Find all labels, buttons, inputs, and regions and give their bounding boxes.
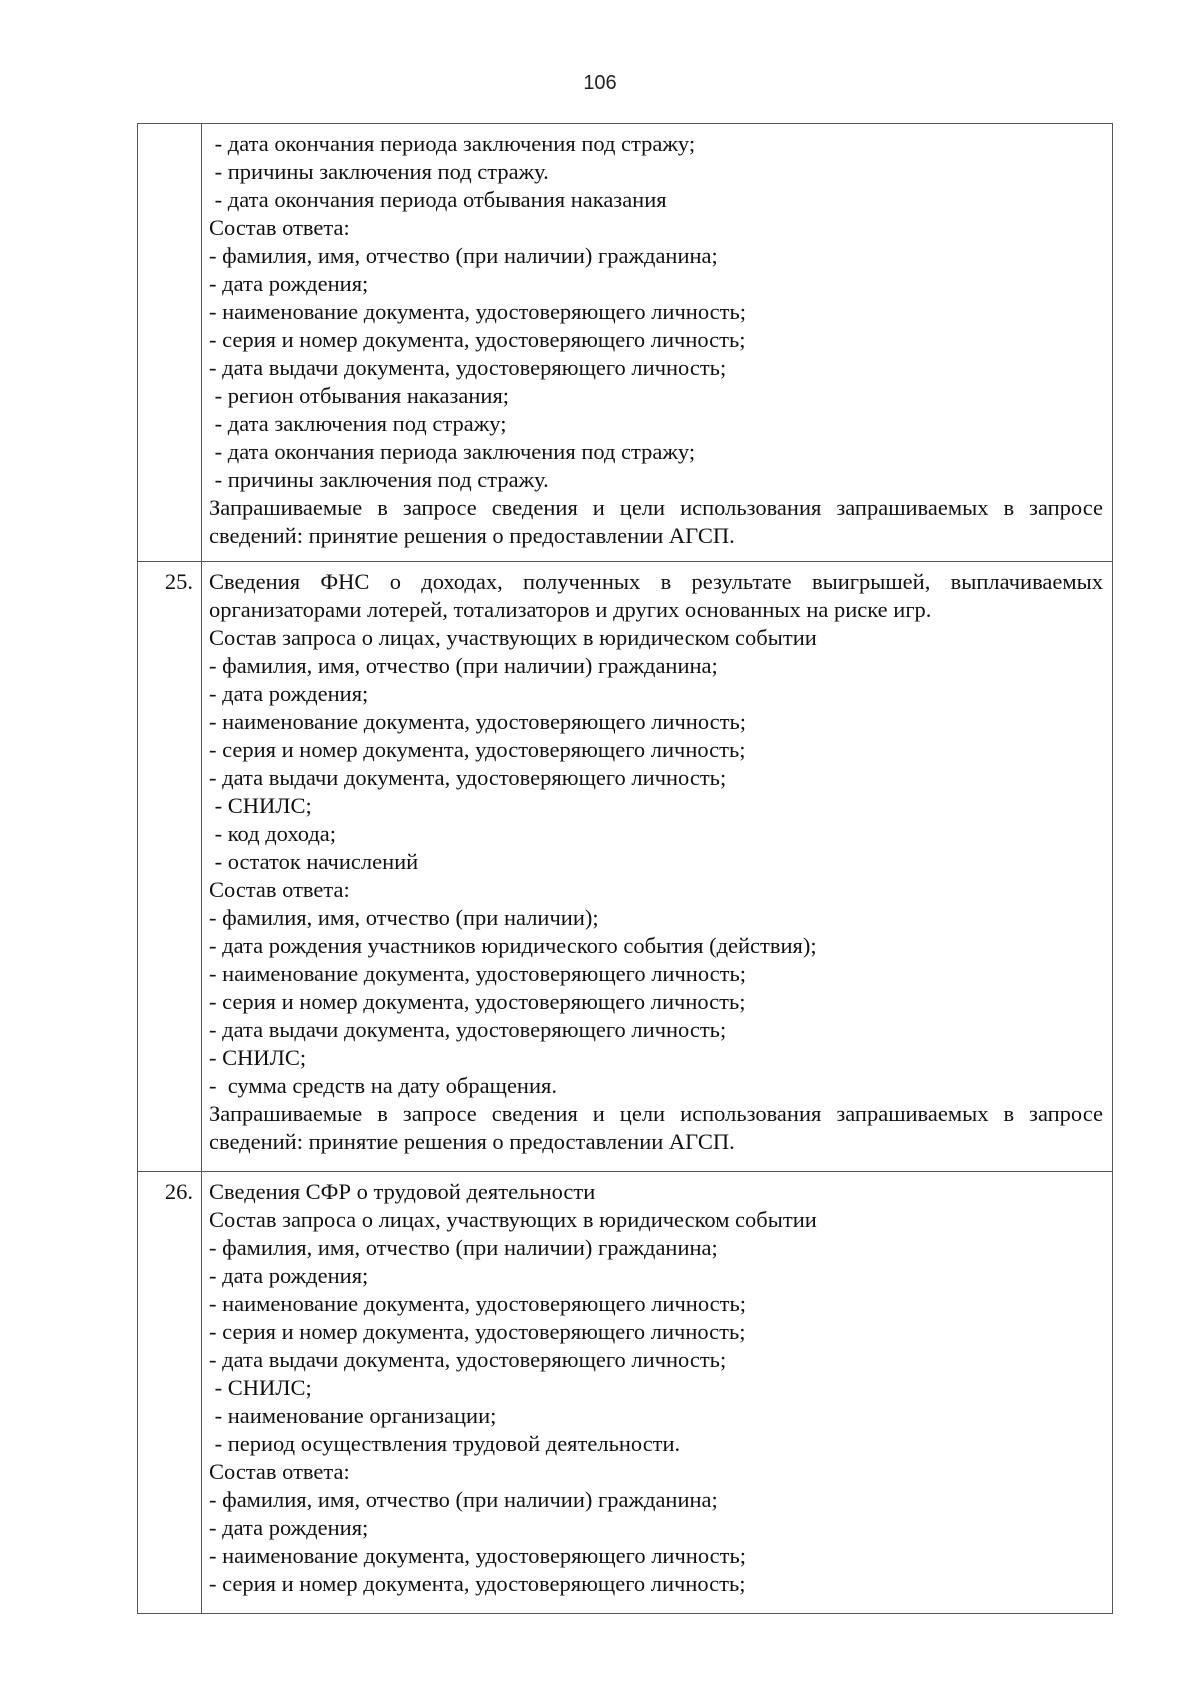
text-line: - наименование документа, удостоверяющего личность;	[209, 1291, 746, 1316]
text-line: - серия и номер документа, удостоверяющего личность;	[209, 737, 746, 762]
text-line: - серия и номер документа, удостоверяющего личность;	[209, 1319, 746, 1344]
text-line: - наименование документа, удостоверяющего личность;	[209, 961, 746, 986]
text-line: - наименование документа, удостоверяющего личность;	[209, 299, 746, 324]
text-line: - дата рождения;	[209, 1515, 369, 1540]
text-line: - фамилия, имя, отчество (при наличии) гражданина;	[209, 653, 718, 678]
text-line: - период осуществления трудовой деятельности.	[209, 1431, 681, 1456]
text-line: - причины заключения под стражу.	[209, 159, 549, 184]
text-line: - дата окончания периода заключения под стражу;	[209, 131, 696, 156]
text-line: Запрашиваемые в запросе сведения и цели использования запрашиваемых в запросе	[209, 495, 1103, 520]
table-row	[138, 562, 1113, 1172]
text-line: Состав ответа:	[209, 215, 350, 240]
row-content	[202, 562, 1113, 1172]
text-line: - фамилия, имя, отчество (при наличии) гражданина;	[209, 1235, 718, 1260]
text-line: - СНИЛС;	[209, 1375, 312, 1400]
text-line: - дата рождения;	[209, 271, 369, 296]
row-number: 26.	[138, 1172, 202, 1614]
text-line: - дата выдачи документа, удостоверяющего личность;	[209, 765, 727, 790]
text-line: - регион отбывания наказания;	[209, 383, 510, 408]
text-line: - наименование документа, удостоверяющего личность;	[209, 709, 746, 734]
text-line: - причины заключения под стражу.	[209, 467, 549, 492]
text-line: - серия и номер документа, удостоверяющего личность;	[209, 327, 746, 352]
text-line: Сведения ФНС о доходах, полученных в результате выигрышей, выплачиваемых	[209, 569, 1103, 594]
text-line: Запрашиваемые в запросе сведения и цели использования запрашиваемых в запросе	[209, 1101, 1103, 1126]
row-content	[202, 124, 1113, 562]
requirements-table	[137, 123, 1113, 1614]
row-content	[202, 1172, 1113, 1614]
text-line: - дата рождения;	[209, 681, 369, 706]
text-line: - дата заключения под стражу;	[209, 411, 507, 436]
text-line: - дата окончания периода отбывания наказания	[209, 187, 667, 212]
text-line: - дата окончания периода заключения под стражу;	[209, 439, 696, 464]
text-line: - остаток начислений	[209, 849, 419, 874]
text-line: - наименование документа, удостоверяющего личность;	[209, 1543, 746, 1568]
row-number: 25.	[138, 562, 202, 1172]
text-line: - серия и номер документа, удостоверяющего личность;	[209, 1571, 746, 1596]
page-number: 106	[583, 72, 617, 94]
text-line: сведений: принятие решения о предоставлении АГСП.	[209, 523, 735, 548]
text-line: - СНИЛС;	[209, 793, 312, 818]
text-line: - дата выдачи документа, удостоверяющего личность;	[209, 1347, 727, 1372]
text-line: - сумма средств на дату обращения.	[209, 1073, 557, 1098]
text-line: организаторами лотерей, тотализаторов и других основанных на риске игр.	[209, 597, 932, 622]
text-line: - наименование организации;	[209, 1403, 497, 1428]
text-line: - фамилия, имя, отчество (при наличии);	[209, 905, 599, 930]
text-line: Состав запроса о лицах, участвующих в юридическом событии	[209, 625, 817, 650]
text-line: - фамилия, имя, отчество (при наличии) гражданина;	[209, 243, 718, 268]
text-line: - дата рождения участников юридического события (действия);	[209, 933, 817, 958]
table-row	[138, 1172, 1113, 1614]
text-line: Состав ответа:	[209, 877, 350, 902]
text-line: - код дохода;	[209, 821, 337, 846]
text-line: Состав запроса о лицах, участвующих в юридическом событии	[209, 1207, 817, 1232]
text-line: - дата выдачи документа, удостоверяющего личность;	[209, 1017, 727, 1042]
text-line: - фамилия, имя, отчество (при наличии) гражданина;	[209, 1487, 718, 1512]
text-line: - СНИЛС;	[209, 1045, 307, 1070]
text-line: - дата рождения;	[209, 1263, 369, 1288]
text-line: - дата выдачи документа, удостоверяющего личность;	[209, 355, 727, 380]
table-row	[138, 124, 1113, 562]
row-number	[138, 124, 202, 562]
text-line: Состав ответа:	[209, 1459, 350, 1484]
text-line: - серия и номер документа, удостоверяющего личность;	[209, 989, 746, 1014]
text-line: Сведения СФР о трудовой деятельности	[209, 1179, 596, 1204]
text-line: сведений: принятие решения о предоставлении АГСП.	[209, 1129, 735, 1154]
